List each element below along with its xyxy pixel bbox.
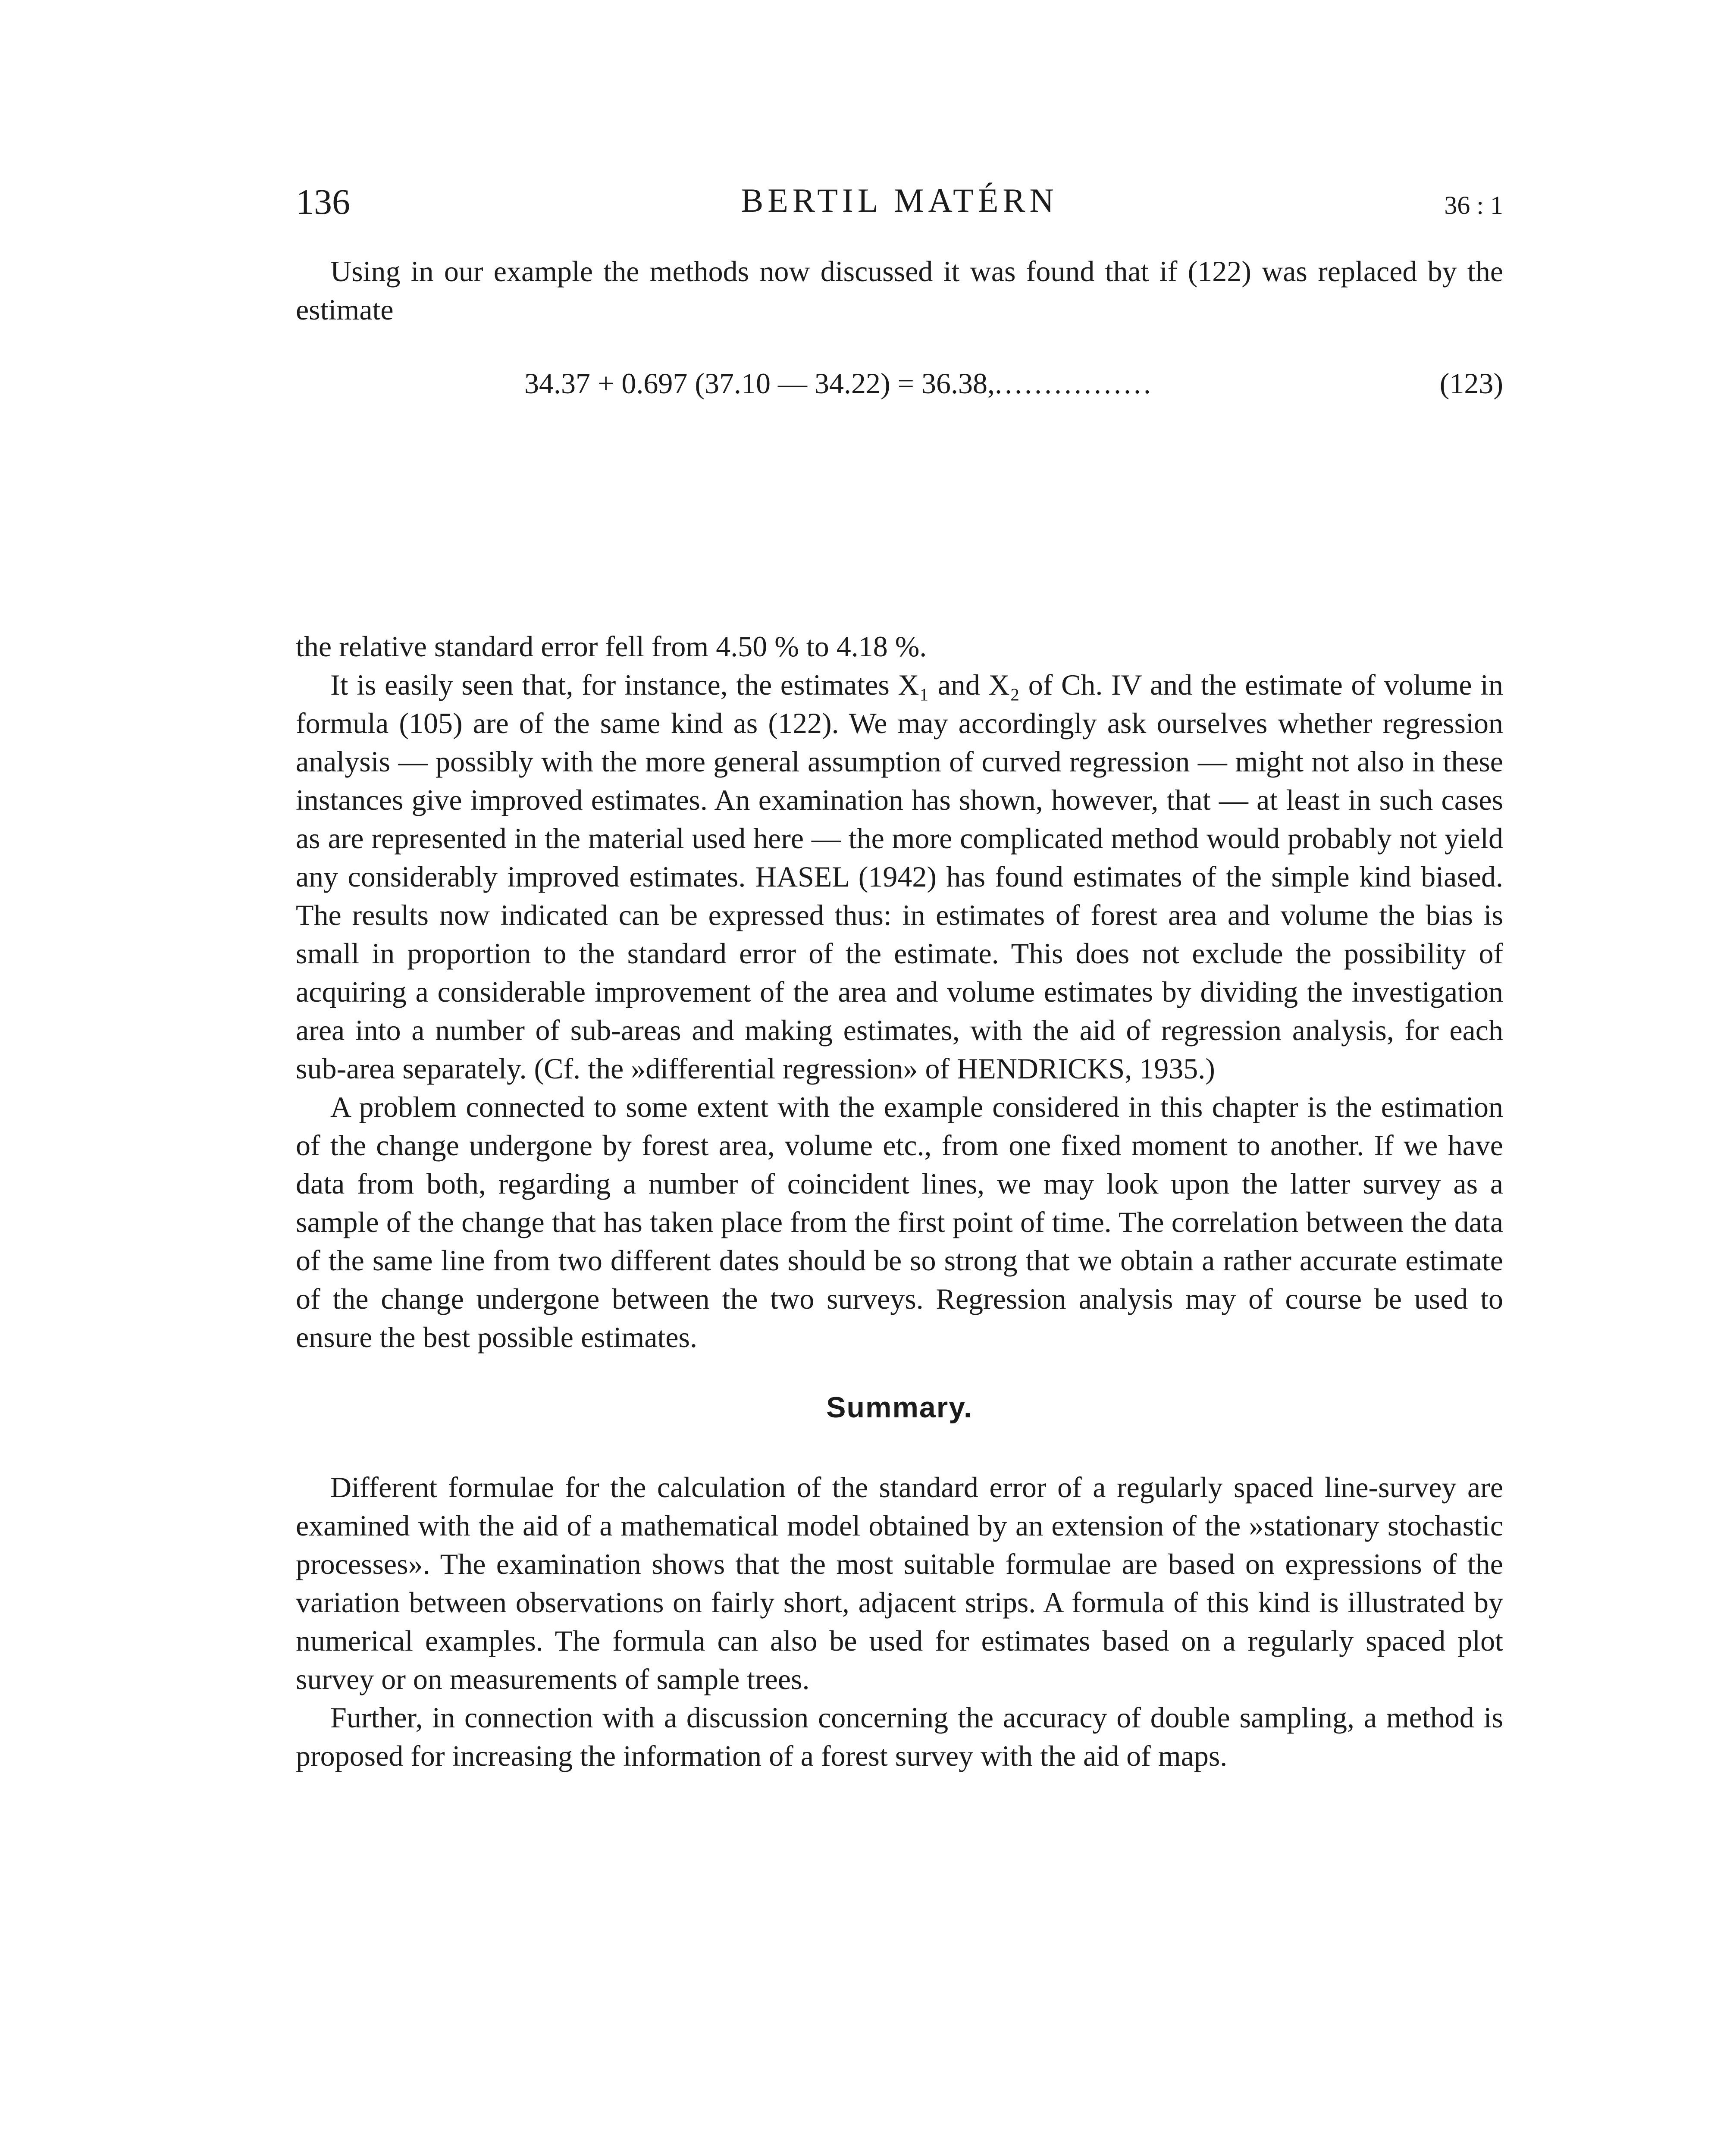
summary-paragraph: Further, in connection with a discussion concerning the accuracy of double sampling, a method is proposed for increasing the information of a forest survey with the aid of maps. — [296, 1701, 1503, 1772]
equation-leader: ................ — [995, 367, 1153, 400]
intro-paragraph: Using in our example the methods now discussed it was found that if (122) was replaced by the estimate — [296, 255, 1503, 326]
summary-text — [296, 1468, 1503, 1775]
intro-paragraph-block — [296, 252, 1503, 329]
body-paragraph: It is easily seen that, for instance, the estimates X₁ and X₂ of Ch. IV and the estimate of volume in formula (105) are of the same kind as (122). We may accordingly ask ourselves whether regression analysis — possibly with the more general assumption of curved regression — might not also in these instances give improved estimates. An examination has shown, however, that — at least in such cases as are represented in the material used here — the more complicated method would probably not yield any considerably improved estimates. HASEL (1942) has found estimates of the simple kind biased. The results now indicated can be expressed thus: in estimates of forest area and volume the bias is small in proportion to the standard error of the estimate. This does not exclude the possibility of acquiring a considerable improvement of the area and volume estimates by dividing the investigation area into a number of sub-areas and making estimates, with the aid of regression analysis, for each sub-area separately. (Cf. the »differential regression» of HENDRICKS, 1935.) — [296, 668, 1503, 1085]
page-number: 136 — [296, 182, 350, 222]
running-head — [296, 172, 1503, 229]
equation-123 — [296, 358, 1503, 405]
volume-number: 36 : 1 — [1444, 191, 1503, 219]
equation-number: (123) — [1439, 367, 1503, 400]
running-head-author: BERTIL MATÉRN — [741, 182, 1058, 219]
body-paragraph: the relative standard error fell from 4.50 % to 4.18 %. — [296, 630, 927, 663]
summary-paragraph: Different formulae for the calculation of the standard error of a regularly spaced line-survey are examined with the aid of a mathematical model obtained by an extension of the »stationary stochastic processes». The examination shows that the most suitable formulae are based on expressions of the variation between observations on fairly short, adjacent strips. A formula of this kind is illustrated by numerical examples. The formula can also be used for estimates based on a regularly spaced plot survey or on measurements of sample trees. — [296, 1471, 1503, 1695]
equation-expression: 34.37 + 0.697 (37.10 — 34.22) = 36.38, — [524, 367, 995, 400]
body-paragraph: A problem connected to some extent with the example considered in this chapter is the estimation of the change undergone by forest area, volume etc., from one fixed moment to another. If we have data from both, regarding a number of coincident lines, we may look upon the latter survey as a sample of the change that has taken place from the first point of time. The correlation between the data of the same line from two different dates should be so strong that we obtain a rather accurate estimate of the change undergone between the two surveys. Regression analysis may of course be used to ensure the best possible estimates. — [296, 1091, 1503, 1354]
equation-body — [524, 367, 1153, 401]
body-text — [296, 627, 1503, 1357]
summary-heading: Summary. — [826, 1391, 973, 1424]
